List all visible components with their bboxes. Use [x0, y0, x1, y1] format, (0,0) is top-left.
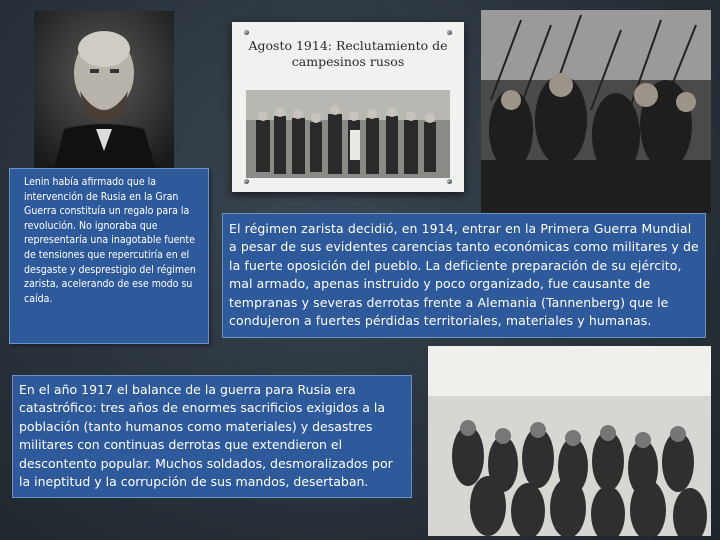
lenin-quote-textbox: Lenin había afirmado que la intervención de Rusia en la Gran Guerra constituía un regalo para la revolución. No ignoraba que representaría una inagotable fuente de tensiones que repercutiría en el desgaste y desprestigio del régimen zarista, acelerando de ese modo su caída. — [9, 168, 209, 344]
pin-icon — [447, 179, 452, 184]
recruitment-photo-caption: Agosto 1914: Reclutamiento de campesinos rusos — [248, 38, 448, 69]
pin-icon — [244, 179, 249, 184]
pin-icon — [447, 30, 452, 35]
lenin-portrait-photo — [34, 11, 174, 169]
tsarist-regime-textbox: El régimen zarista decidió, en 1914, entrar en la Primera Guerra Mundial a pesar de sus evidentes carencias tanto económicas como militares y de la fuerte oposición del pueblo. La deficiente preparación de su ejército, mal armado, apenas instruido y poco organizado, fue causante de tempranas y severas derrotas frente a Alemania (Tannenberg) que le condujeron a fuertes pérdidas territoriales, materiales y humanas. — [222, 213, 706, 338]
winter-soldiers-photo — [428, 346, 711, 536]
recruitment-photo — [246, 90, 450, 178]
war-balance-textbox: En el año 1917 el balance de la guerra para Rusia era catastrófico: tres años de enormes sacrificios exigidos a la población (tanto humanos como materiales) y desastres militares con continuas derrotas que extendieron el descontento popular. Muchos soldados, desmoralizados por la ineptitud y la corrupción de sus mandos, desertaban. — [12, 375, 412, 498]
pin-icon — [244, 30, 249, 35]
marching-soldiers-photo — [481, 10, 711, 213]
recruitment-photo-frame — [232, 22, 464, 192]
